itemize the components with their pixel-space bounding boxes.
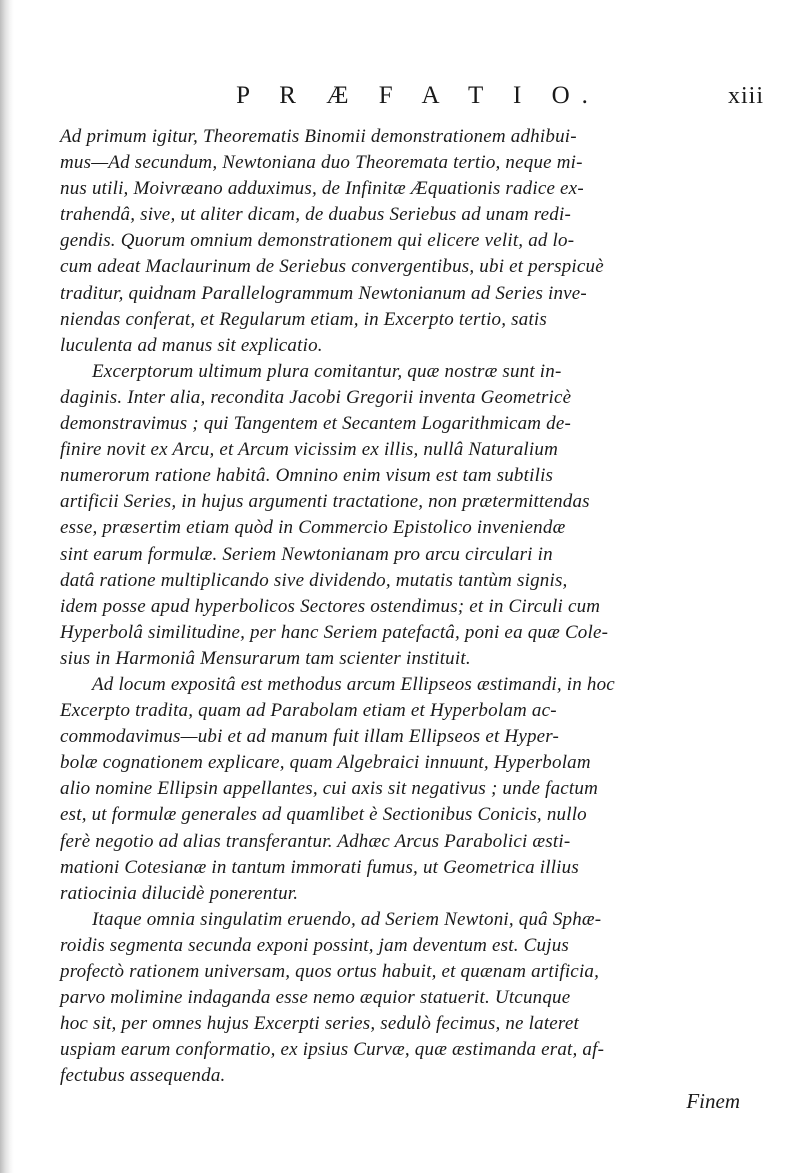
text-line: commodavimus—ubi et ad manum fuit illam Ellipseos et Hyper- <box>60 726 560 748</box>
text-line: niendas conferat, et Regularum etiam, in Excerpto tertio, satis <box>60 308 547 330</box>
text-line: hoc sit, per omnes hujus Excerpti series, sedulò fecimus, ne lateret <box>60 1013 579 1035</box>
text-line: alio nomine Ellipsin appellantes, cui axis sit negativus ; unde factum <box>60 778 599 800</box>
paragraph-start-line: Excerptorum ultimum plura comitantur, quæ nostræ sunt in- <box>92 360 562 382</box>
text-line: mationi Cotesianæ in tantum immorati fumus, ut Geometrica illius <box>60 856 579 878</box>
text-line: sius in Harmoniâ Mensurarum tam scienter instituit. <box>60 647 471 669</box>
binding-edge <box>0 0 14 1173</box>
text-line: idem posse apud hyperbolicos Sectores ostendimus; et in Circuli cum <box>60 595 601 617</box>
text-line: sint earum formulæ. Seriem Newtonianam pro arcu circulari in <box>60 543 553 565</box>
text-line: Ad primum igitur, Theorematis Binomii demonstrationem adhibui- <box>60 126 577 147</box>
paragraph-start-line: Itaque omnia singulatim eruendo, ad Seriem Newtoni, quâ Sphæ- <box>92 908 602 930</box>
text-line: fectubus assequenda. <box>60 1065 226 1087</box>
text-line: est, ut formulæ generales ad quamlibet è Sectionibus Conicis, nullo <box>60 804 587 826</box>
running-head-title: P R Æ F A T I O. <box>236 82 600 109</box>
text-line: profectò rationem universam, quos ortus habuit, et quænam artificia, <box>60 961 600 982</box>
text-line: numerorum ratione habitâ. Omnino enim visum est tam subtilis <box>60 465 554 487</box>
text-line: mus—Ad secundum, Newtoniana duo Theoremata tertio, neque mi- <box>60 152 583 174</box>
text-line: esse, præsertim etiam quòd in Commercio Epistolico inveniendæ <box>60 517 566 539</box>
text-line: ratiocinia dilucidè ponerentur. <box>60 882 299 904</box>
text-line: Hyperbolâ similitudine, per hanc Seriem patefactâ, poni ea quæ Cole- <box>60 621 609 643</box>
text-line: gendis. Quorum omnium demonstrationem qui elicere velit, ad lo- <box>60 230 575 252</box>
page-number: xiii <box>727 83 764 109</box>
text-line: trahendâ, sive, ut aliter dicam, de duabus Seriebus ad unam redi- <box>60 204 571 226</box>
catchword: Finem <box>686 1089 740 1113</box>
text-line: parvo molimine indaganda esse nemo æquior statuerit. Utcunque <box>60 987 571 1009</box>
running-head <box>60 82 764 116</box>
text-line: traditur, quidnam Parallelogrammum Newtonianum ad Series inve- <box>60 282 587 304</box>
text-line: finire novit ex Arcu, et Arcum vicissim ex illis, nullâ Naturalium <box>60 439 558 461</box>
paragraph-start-line: Ad locum expositâ est methodus arcum Ellipseos æstimandi, in hoc <box>92 673 615 695</box>
text-line: artificii Series, in hujus argumenti tractatione, non prætermittendas <box>60 491 590 513</box>
text-line: datâ ratione multiplicando sive dividendo, mutatis tantùm signis, <box>60 569 568 591</box>
text-line: ferè negotio ad alias transferantur. Adhæc Arcus Parabolici æsti- <box>60 830 571 852</box>
text-line: luculenta ad manus sit explicatio. <box>60 334 323 356</box>
text-line: bolæ cognationem explicare, quam Algebraici innuunt, Hyperbolam <box>60 752 591 774</box>
text-line: daginis. Inter alia, recondita Jacobi Gregorii inventa Geometricè <box>60 386 572 408</box>
text-line: nus utili, Moivræano adduximus, de Infinitæ Æquationis radice ex- <box>60 178 584 200</box>
text-line: cum adeat Maclaurinum de Seriebus convergentibus, ubi et perspicuè <box>60 256 604 278</box>
text-line: roidis segmenta secunda exponi possint, jam deventum est. Cujus <box>60 934 570 956</box>
text-line: Excerpto tradita, quam ad Parabolam etiam et Hyperbolam ac- <box>60 700 557 722</box>
text-line: demonstravimus ; qui Tangentem et Secantem Logarithmicam de- <box>60 413 572 435</box>
text-line: uspiam earum conformatio, ex ipsius Curvæ, quæ æstimanda erat, af- <box>60 1039 605 1061</box>
body-text <box>60 124 768 1089</box>
